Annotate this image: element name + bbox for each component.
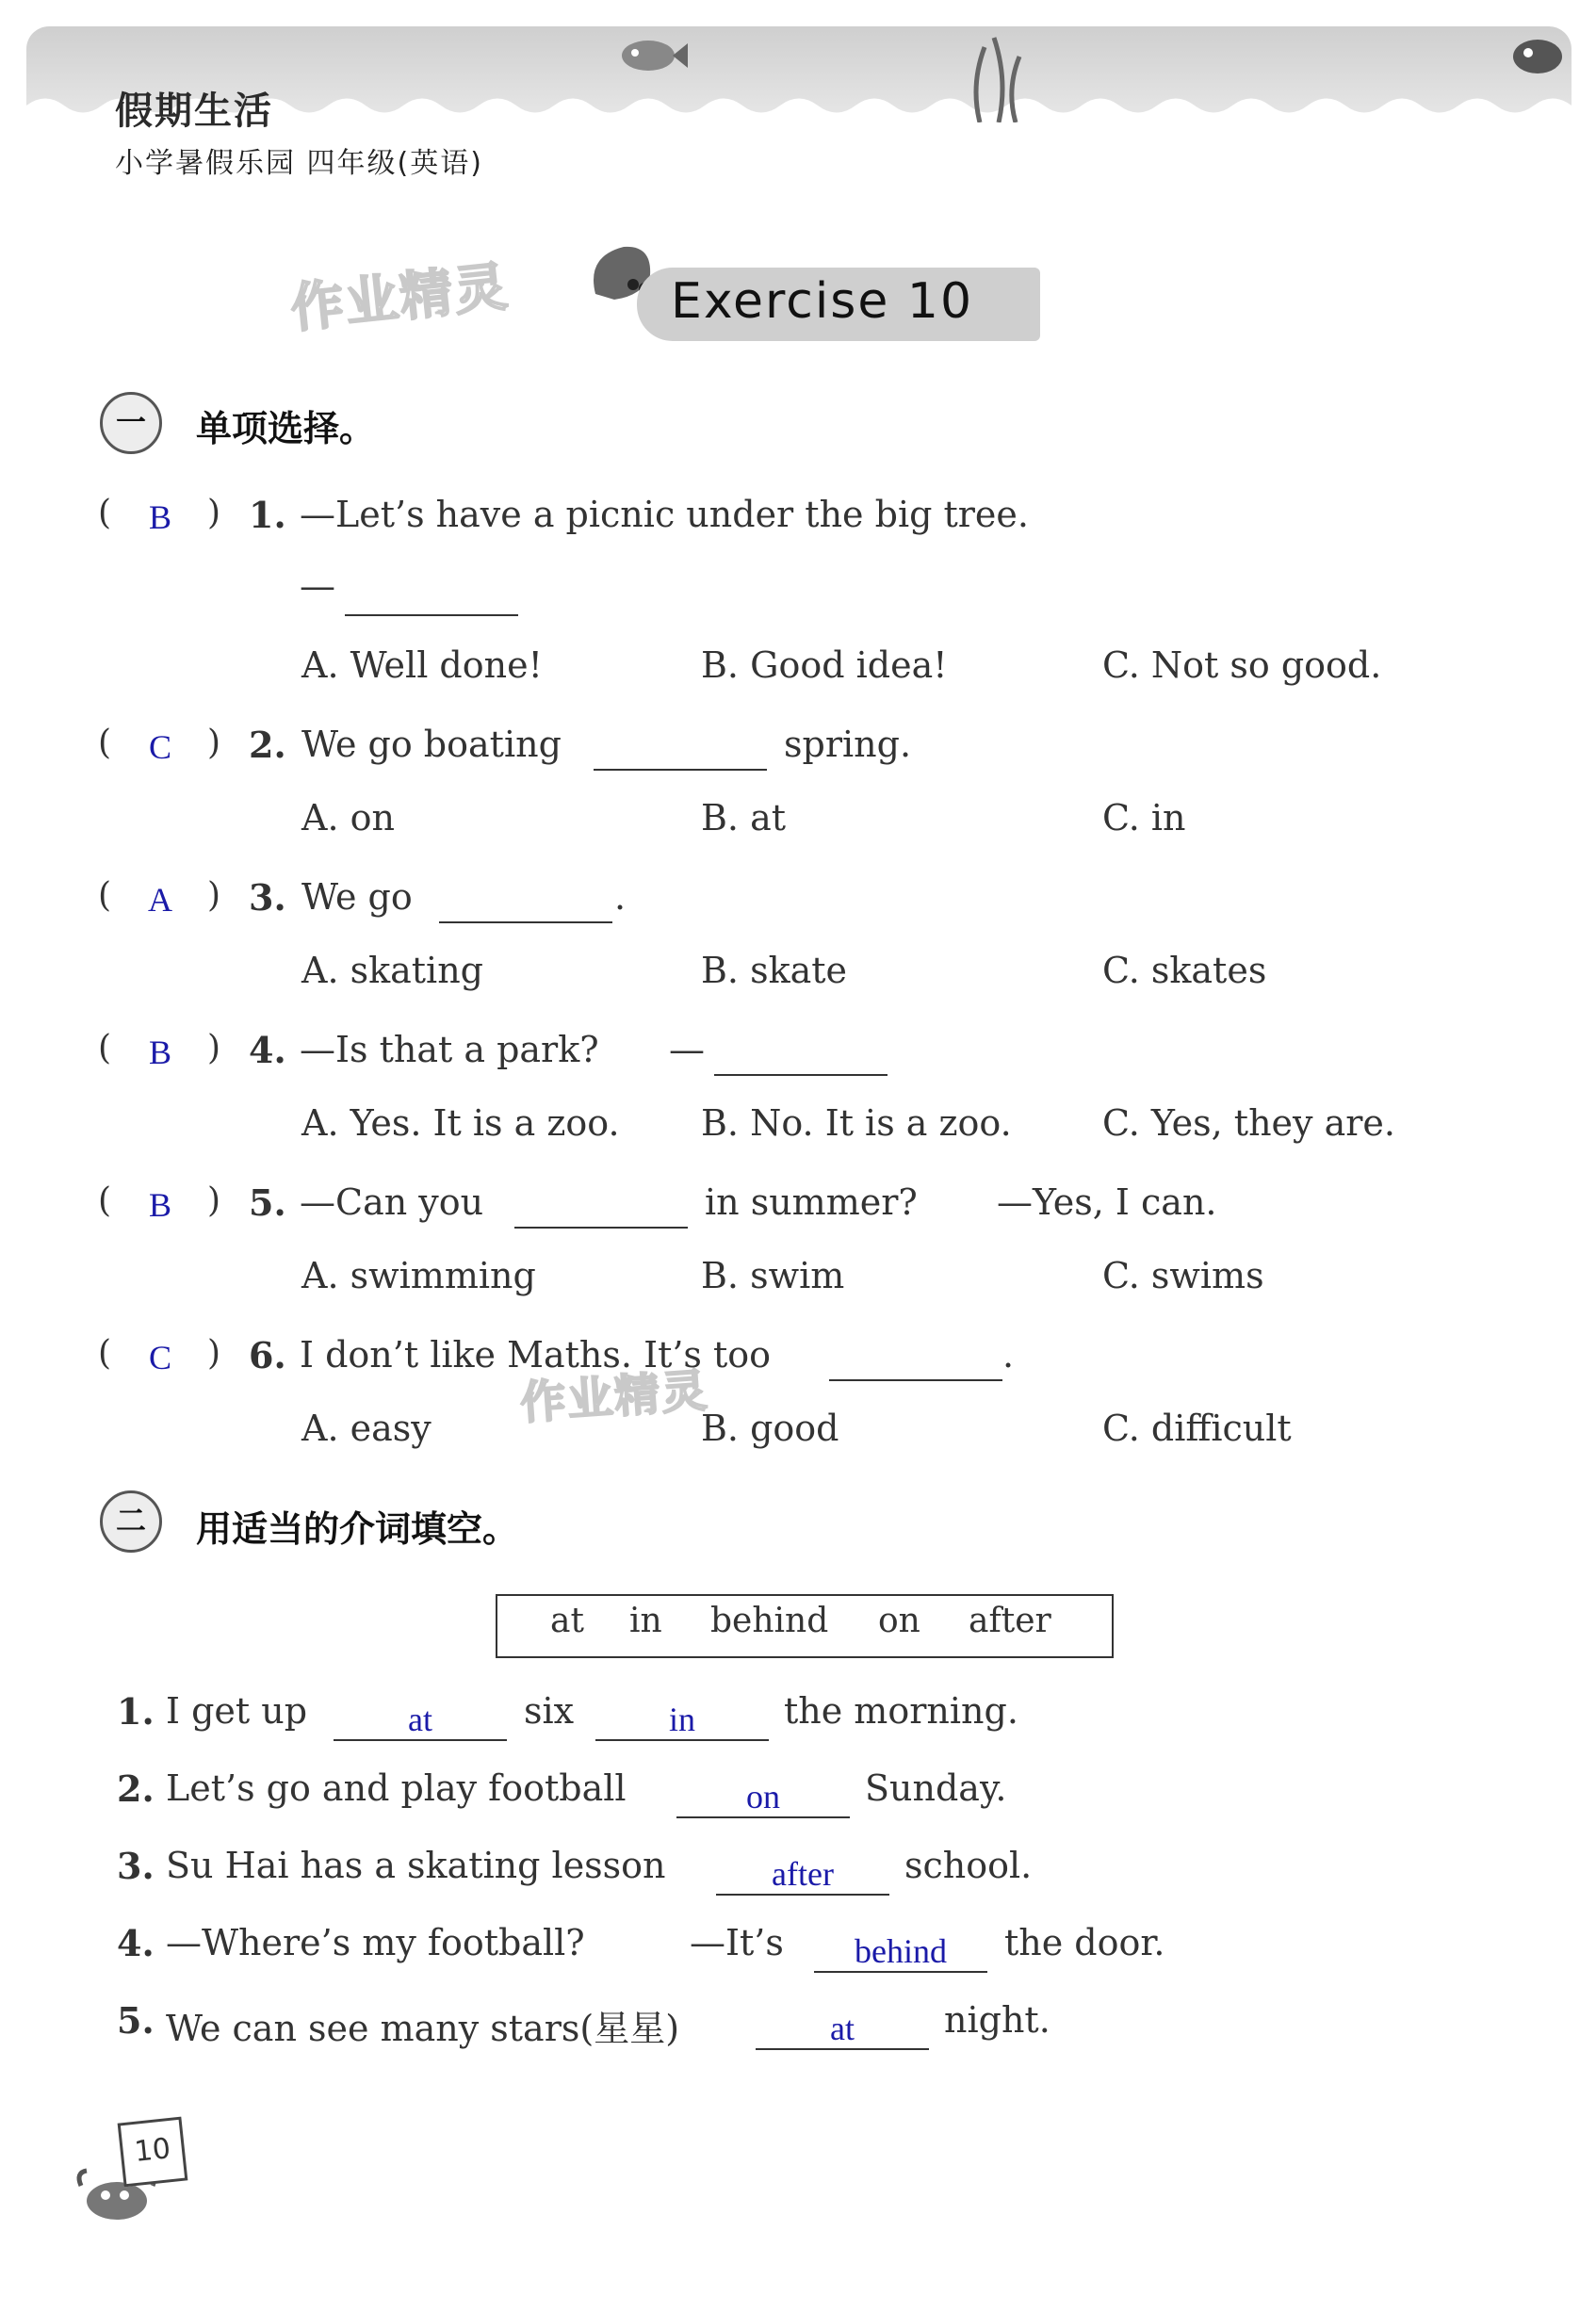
option-a: A. easy (301, 1408, 432, 1449)
option-c: C. swims (1102, 1255, 1264, 1296)
item-text: the morning. (784, 1690, 1018, 1732)
item-number: 3. (117, 1845, 155, 1887)
watermark-top: 作业精灵 (287, 256, 513, 340)
section2-title: 用适当的介词填空。 (196, 1508, 519, 1550)
item-text: school. (904, 1845, 1033, 1886)
question-number: 1. (249, 494, 286, 536)
option-b: B. at (701, 797, 787, 839)
answer-blank (594, 769, 767, 771)
answer-blank (345, 614, 518, 616)
option-b: B. skate (701, 950, 848, 991)
item-text: six (524, 1690, 575, 1732)
answer-paren-open: ( (98, 1029, 112, 1067)
word-bank-item: at (550, 1602, 584, 1640)
question-stem: —Is that a park? (300, 1029, 599, 1070)
answer-paren-open: ( (98, 1334, 112, 1373)
question-number: 2. (249, 724, 286, 766)
item-text: the door. (1004, 1922, 1165, 1963)
item-number: 5. (117, 1999, 155, 2042)
answer-q4: B (148, 1034, 171, 1071)
page-number: 10 (118, 2117, 188, 2188)
clownfish-icon (1507, 34, 1568, 79)
answer-blank (814, 1971, 987, 1973)
answer-paren-close: ) (207, 724, 221, 762)
option-c: C. skates (1102, 950, 1267, 991)
answer-blank (756, 2048, 929, 2050)
fish-icon (612, 32, 688, 79)
answer-paren-close: ) (207, 1029, 221, 1067)
item-text: Let’s go and play football (166, 1767, 627, 1809)
fill-answer: on (746, 1778, 780, 1815)
question-reply: —Yes, I can. (997, 1181, 1217, 1223)
question-stem-end: . (614, 876, 627, 918)
section2-badge: 二 (100, 1490, 162, 1553)
question-stem-end: spring. (784, 724, 912, 765)
reply-dash: — (300, 565, 335, 607)
reply-dash: — (669, 1029, 705, 1070)
answer-paren-close: ) (207, 494, 221, 532)
item-text: —It’s (690, 1922, 784, 1963)
answer-blank (514, 1227, 688, 1229)
answer-paren-close: ) (207, 1181, 221, 1220)
option-c: C. in (1102, 797, 1186, 839)
answer-blank (334, 1739, 507, 1741)
book-subtitle: 小学暑假乐园 四年级(英语) (115, 147, 483, 180)
answer-blank (714, 1074, 888, 1076)
question-number: 3. (249, 876, 286, 919)
answer-q6: C (148, 1339, 171, 1376)
fill-answer: after (772, 1855, 834, 1893)
answer-blank (676, 1816, 850, 1818)
fill-answer: behind (855, 1932, 947, 1970)
answer-q5: B (148, 1186, 171, 1224)
question-number: 4. (249, 1029, 286, 1071)
answer-q3: A (148, 881, 172, 919)
watermark-middle: 作业精灵 (518, 1364, 711, 1430)
exercise-title: Exercise 10 (671, 273, 974, 330)
option-b: B. No. It is a zoo. (701, 1102, 1012, 1144)
answer-q2: C (148, 728, 171, 766)
item-text: I get up (166, 1690, 308, 1732)
option-b: B. swim (701, 1255, 845, 1296)
answer-blank (439, 921, 612, 923)
fill-answer: in (668, 1701, 695, 1738)
answer-blank (829, 1379, 1002, 1381)
option-a: A. skating (301, 950, 484, 991)
answer-paren-close: ) (207, 876, 221, 915)
option-c: C. Yes, they are. (1102, 1102, 1395, 1144)
section1-badge: 一 (100, 392, 162, 454)
answer-paren-open: ( (98, 876, 112, 915)
item-text: —Where’s my football? (166, 1922, 585, 1963)
word-bank-item: after (969, 1602, 1051, 1640)
item-number: 4. (117, 1922, 155, 1964)
question-stem: —Let’s have a picnic under the big tree. (300, 494, 1029, 535)
question-stem-end: . (1002, 1334, 1015, 1376)
answer-blank (595, 1739, 769, 1741)
item-text: Sunday. (865, 1767, 1007, 1809)
item-text: We can see many stars(星星) (166, 2008, 680, 2049)
seaweed-icon (961, 28, 1036, 122)
question-number: 6. (249, 1334, 286, 1376)
item-number: 2. (117, 1767, 155, 1810)
word-bank-item: behind (710, 1602, 829, 1640)
option-b: B. Good idea! (701, 644, 948, 686)
section1-title: 单项选择。 (196, 408, 376, 449)
answer-paren-open: ( (98, 1181, 112, 1220)
answer-q1: B (148, 498, 171, 536)
question-number: 5. (249, 1181, 286, 1224)
item-text: Su Hai has a skating lesson (166, 1845, 666, 1886)
question-stem: —Can you (300, 1181, 484, 1223)
option-a: A. on (301, 797, 395, 839)
option-c: C. difficult (1102, 1408, 1292, 1449)
word-bank-item: on (878, 1602, 920, 1640)
brand-title: 假期生活 (115, 90, 273, 133)
item-number: 1. (117, 1690, 155, 1733)
answer-blank (716, 1894, 889, 1896)
answer-paren-open: ( (98, 494, 112, 532)
word-bank-item: in (629, 1602, 662, 1640)
question-stem: We go boating (301, 724, 562, 765)
question-stem-mid: in summer? (705, 1181, 918, 1223)
item-text: night. (944, 1999, 1050, 2041)
option-a: A. Yes. It is a zoo. (301, 1102, 620, 1144)
fill-answer: at (830, 2010, 855, 2047)
question-stem: I don’t like Maths. It’s too (300, 1334, 772, 1376)
answer-paren-open: ( (98, 724, 112, 762)
option-b: B. good (701, 1408, 839, 1449)
option-a: A. swimming (301, 1255, 536, 1296)
option-a: A. Well done! (301, 644, 543, 686)
answer-paren-close: ) (207, 1334, 221, 1373)
question-stem: We go (301, 876, 413, 918)
fill-answer: at (408, 1701, 432, 1738)
option-c: C. Not so good. (1102, 644, 1382, 686)
